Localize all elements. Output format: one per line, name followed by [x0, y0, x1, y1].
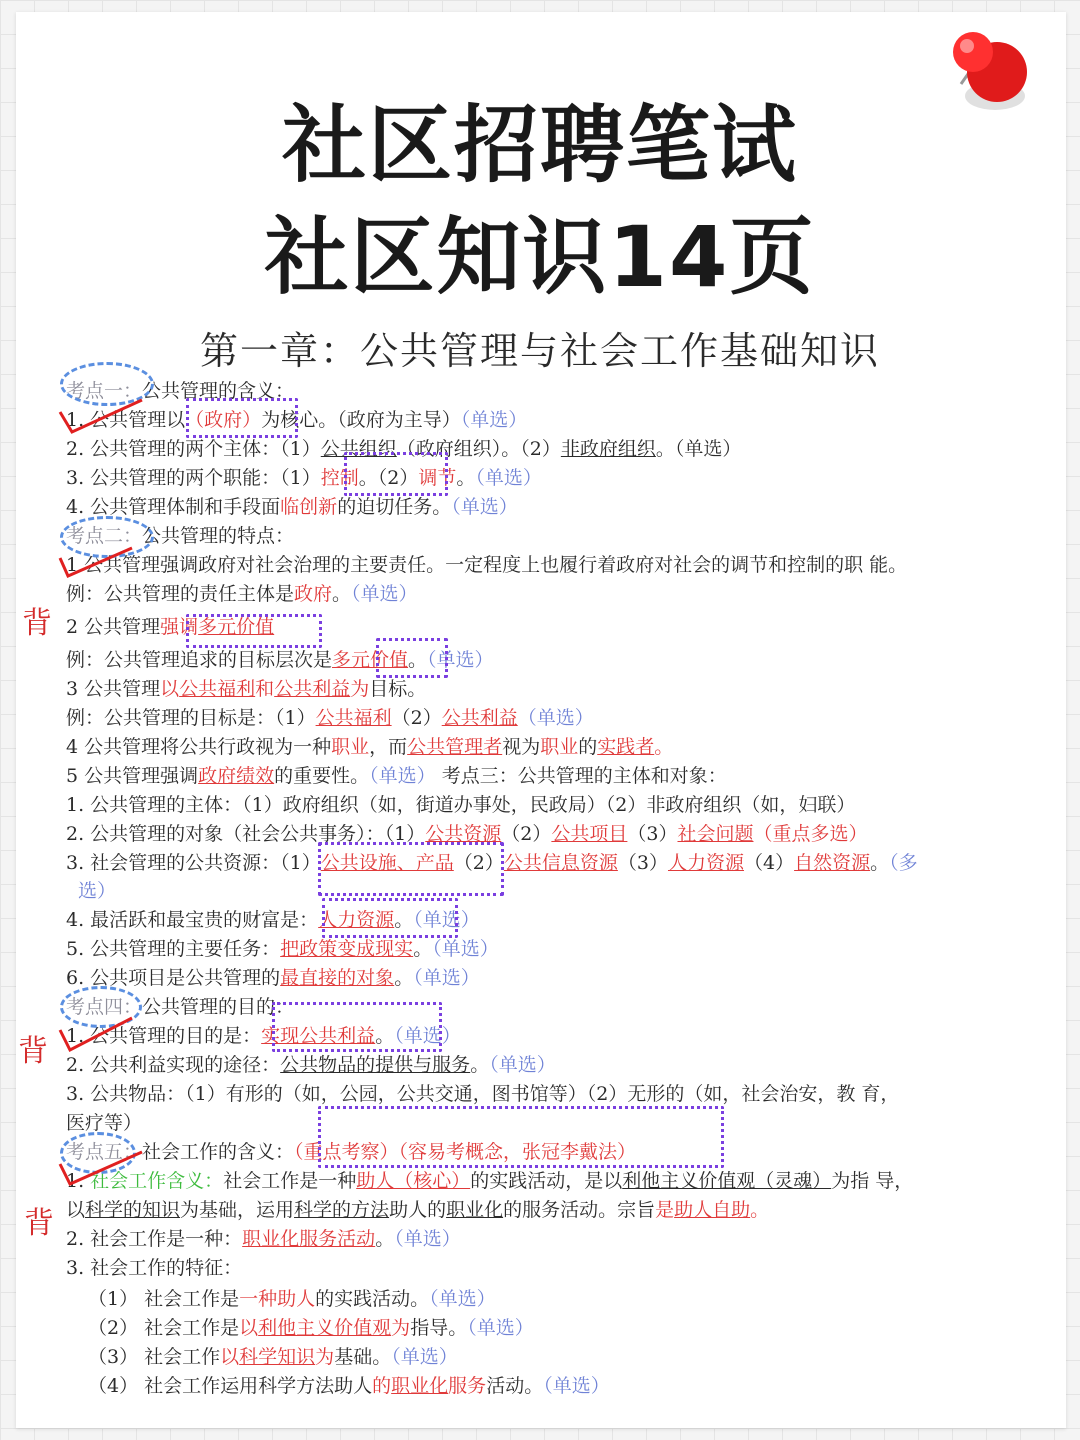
- note-text: 公共项目: [551, 823, 628, 845]
- note-text: （单选）: [451, 496, 518, 518]
- note-text: 基础。: [334, 1346, 392, 1368]
- note-line: [66, 763, 727, 789]
- note-text: （单选）: [489, 1054, 556, 1076]
- note-text: 。（单选）: [655, 438, 742, 460]
- note-text: 2. 社会工作是一种：: [66, 1228, 243, 1250]
- note-text: 2. 公共利益实现的途径：: [66, 1054, 281, 1076]
- note-text: 为: [350, 678, 370, 700]
- note-text: 服务: [448, 1375, 487, 1397]
- note-text: 。: [456, 467, 476, 489]
- note-text: 的: [578, 736, 598, 758]
- note-text: 把政策变成现实: [280, 938, 414, 960]
- note-text: 指导。: [410, 1317, 468, 1339]
- note-text: 1 公共管理强调政府对社会治理的主要责任。一定程度上也履行着政府对社会的调节和控制的职 能。: [66, 554, 908, 576]
- note-line: [78, 878, 116, 904]
- note-line: [88, 1373, 610, 1399]
- note-text: （2）: [391, 707, 442, 729]
- note-text: 3 公共管理: [66, 678, 161, 700]
- note-text: 4. 公共管理体制和手段面: [66, 496, 281, 518]
- note-text: 为: [391, 1317, 411, 1339]
- note-text: 5 公共管理强调: [66, 765, 199, 787]
- note-text: 助人自助: [674, 1199, 751, 1221]
- note-line: [66, 734, 673, 760]
- note-line: [66, 965, 480, 991]
- note-text: 利他主义价值观: [258, 1317, 392, 1339]
- note-text: 为: [315, 1346, 335, 1368]
- note-text: （政府）: [185, 409, 262, 431]
- note-text: 科学的方法: [294, 1199, 390, 1221]
- note-text: 选）: [78, 880, 117, 902]
- note-text: 为基础，运用: [180, 1199, 295, 1221]
- note-text: 1.: [66, 1170, 91, 1192]
- note-line: [66, 936, 499, 962]
- note-text: 3. 社会管理的公共资源：（1）: [66, 852, 321, 874]
- note-text: 。: [654, 736, 674, 758]
- note-text: 。: [375, 1025, 395, 1047]
- note-text: 社会工作含义：: [90, 1170, 224, 1192]
- note-text: 3. 社会工作的特征：: [66, 1257, 243, 1279]
- note-text: 1. 公共管理的主体：（1）政府组织（如，街道办事处，民政局）（2）非政府组织（如，妇联）: [66, 794, 856, 816]
- note-text: 。: [470, 1054, 490, 1076]
- note-text: 政府绩效: [198, 765, 275, 787]
- note-text: 是: [655, 1199, 675, 1221]
- note-text: 5. 公共管理的主要任务：: [66, 938, 281, 960]
- note-line: [66, 1081, 899, 1107]
- highlight-box: [186, 398, 298, 438]
- note-text: 以: [66, 1199, 86, 1221]
- note-line: [66, 1255, 242, 1281]
- note-text: 。: [413, 938, 433, 960]
- note-text: 的服务活动。宗旨: [503, 1199, 656, 1221]
- note-text: 4 公共管理将公共行政视为一种: [66, 736, 332, 758]
- note-text: 职业: [540, 736, 579, 758]
- note-text: （单选）: [427, 649, 494, 671]
- handwritten-bei-mark: 背: [18, 1034, 48, 1069]
- note-line: [88, 1315, 534, 1341]
- note-text: 控制: [320, 467, 359, 489]
- note-text: （4）: [744, 852, 795, 874]
- title-line-1: 社区招聘笔试: [0, 78, 1080, 199]
- note-text: 的重要性。: [274, 765, 370, 787]
- note-text: （单选）: [413, 909, 480, 931]
- handwritten-bei-mark: 背: [24, 1206, 54, 1241]
- note-text: 调节: [418, 467, 457, 489]
- note-text: 公共资源: [425, 823, 502, 845]
- note-text: 公共物品的提供与服务: [280, 1054, 471, 1076]
- note-text: 多元价值: [198, 616, 275, 638]
- note-text: （重点多选）: [753, 823, 868, 845]
- chapter-title: 第一章：公共管理与社会工作基础知识: [199, 329, 880, 373]
- note-text: 人力资源: [667, 852, 744, 874]
- note-text: 公共利益: [441, 707, 518, 729]
- note-text: 助人（核心）: [356, 1170, 471, 1192]
- note-line: [66, 1226, 461, 1252]
- note-text: 例：公共管理追求的目标层次是: [66, 649, 333, 671]
- highlight-box: [318, 1106, 724, 1168]
- note-text: （3）: [617, 852, 668, 874]
- note-text: 自然资源: [794, 852, 871, 874]
- note-text: 多元价值: [332, 649, 409, 671]
- highlight-box: [376, 638, 448, 678]
- note-text: （2） 社会工作是: [88, 1317, 240, 1339]
- note-text: 公共组织: [320, 438, 397, 460]
- note-text: （单选）: [467, 1317, 534, 1339]
- check-mark-icon: [56, 1016, 136, 1056]
- note-text: 强调: [160, 616, 199, 638]
- note-text: 。: [750, 1199, 770, 1221]
- note-text: 以: [160, 678, 180, 700]
- note-text: 人力资源: [318, 909, 395, 931]
- note-text: 实践者: [597, 736, 655, 758]
- note-text: 公共信息资源: [503, 852, 618, 874]
- note-text: 科学的知识: [85, 1199, 181, 1221]
- note-text: 。: [408, 649, 428, 671]
- note-text: 公共管理者: [407, 736, 503, 758]
- note-text: （重点考察）（容易考概念，张冠李戴法）: [294, 1141, 637, 1163]
- note-line: [66, 465, 542, 491]
- note-text: （单选）: [391, 1346, 458, 1368]
- highlight-box: [186, 614, 322, 648]
- note-text: （单选）: [351, 583, 418, 605]
- note-text: （单选）: [413, 967, 480, 989]
- note-text: 公共利益: [274, 678, 351, 700]
- note-text: 考点一：: [66, 380, 143, 402]
- note-text: 公共福利: [315, 707, 392, 729]
- note-line: [66, 494, 518, 520]
- note-text: （单选）: [394, 1228, 461, 1250]
- note-text: 非政府组织: [560, 438, 656, 460]
- note-text: （单选）: [369, 765, 436, 787]
- note-text: 考点二：: [66, 525, 143, 547]
- note-text: 1. 公共管理的目的是：: [66, 1025, 262, 1047]
- note-text: 2. 公共管理的对象（社会公共事务）：（1）: [66, 823, 426, 845]
- note-line: [66, 792, 855, 818]
- note-text: （2）: [501, 823, 552, 845]
- note-text: 利他主义价值观（灵魂）: [622, 1170, 832, 1192]
- note-text: 。: [394, 909, 414, 931]
- note-text: 职业: [331, 736, 370, 758]
- note-text: 临创新: [280, 496, 338, 518]
- note-text: （3）: [627, 823, 678, 845]
- note-text: （单选）: [475, 467, 542, 489]
- highlight-box: [318, 842, 504, 896]
- note-text: 6. 公共项目是公共管理的: [66, 967, 281, 989]
- note-text: 医疗等）: [66, 1112, 143, 1134]
- note-text: 公共管理的特点：: [142, 525, 295, 547]
- note-text: 考点四：: [66, 996, 143, 1018]
- note-text: 的: [372, 1375, 392, 1397]
- handwritten-bei-mark: 背: [22, 606, 52, 641]
- highlight-box: [272, 1002, 442, 1052]
- note-text: 社会问题: [677, 823, 754, 845]
- check-mark-icon: [56, 398, 146, 438]
- note-text: （单选）: [429, 1288, 496, 1310]
- note-line: [66, 1197, 769, 1223]
- highlight-box: [322, 898, 458, 938]
- note-text: 4. 最活跃和最宝贵的财富是：: [66, 909, 319, 931]
- note-text: （2）: [453, 852, 504, 874]
- note-text: 职业化服务活动: [242, 1228, 376, 1250]
- note-text: 以: [220, 1346, 240, 1368]
- note-text: 例：公共管理的目标是：（1）: [66, 707, 316, 729]
- note-text: 3. 公共物品：（1）有形的（如，公园，公共交通，图书馆等）（2）无形的（如，社会治安，教 育，: [66, 1083, 900, 1105]
- note-text: 为核心。（政府为主导）: [261, 409, 461, 431]
- note-text: 一种助人: [239, 1288, 316, 1310]
- note-text: （单选）: [394, 1025, 461, 1047]
- note-text: 最直接的对象: [280, 967, 395, 989]
- note-text: 2 公共管理: [66, 616, 161, 638]
- note-text: （4） 社会工作运用科学方法助人: [88, 1375, 373, 1397]
- note-text: ，而: [369, 736, 408, 758]
- note-line: [66, 1168, 913, 1194]
- note-text: 2. 公共管理的两个主体：（1）: [66, 438, 321, 460]
- note-text: 例：公共管理的责任主体是: [66, 583, 295, 605]
- check-mark-icon: [56, 546, 136, 580]
- note-text: 职业化: [446, 1199, 504, 1221]
- note-line: [88, 1344, 458, 1370]
- note-text: 的实践活动，是以: [470, 1170, 623, 1192]
- note-line: [88, 1286, 496, 1312]
- note-text: （单选）: [432, 938, 499, 960]
- note-text: 和: [255, 678, 275, 700]
- note-line: [66, 705, 594, 731]
- note-text: 助人的: [389, 1199, 447, 1221]
- note-text: 活动。: [486, 1375, 544, 1397]
- highlight-box: [344, 452, 448, 496]
- note-text: 目标。: [369, 678, 427, 700]
- note-text: 1. 公共管理以: [66, 409, 186, 431]
- note-text: 的实践活动。: [315, 1288, 430, 1310]
- note-text: （1） 社会工作是: [88, 1288, 240, 1310]
- note-text: 的迫切任务。: [337, 496, 452, 518]
- note-line: [66, 552, 907, 578]
- note-text: 公共管理的含义：: [142, 380, 295, 402]
- note-text: （3） 社会工作: [88, 1346, 221, 1368]
- note-text: 社会工作是一种: [223, 1170, 357, 1192]
- note-text: 。: [870, 852, 890, 874]
- note-text: 公共设施、产品: [320, 852, 454, 874]
- note-text: 社会工作的含义：: [142, 1141, 295, 1163]
- note-text: 考点五：: [66, 1141, 143, 1163]
- note-text: 视为: [502, 736, 541, 758]
- note-text: （单选）: [543, 1375, 610, 1397]
- note-line: [66, 581, 418, 607]
- note-text: 考点三：公共管理的主体和对象：: [435, 765, 727, 787]
- note-text: 实现公共利益: [261, 1025, 376, 1047]
- note-text: 公共管理的目的：: [142, 996, 295, 1018]
- title-line-2: 社区知识14页: [0, 190, 1080, 311]
- note-line: [66, 676, 426, 702]
- note-text: 。: [332, 583, 352, 605]
- check-mark-icon: [56, 1150, 146, 1190]
- note-text: 科学知识: [239, 1346, 316, 1368]
- note-text: 为指 导，: [831, 1170, 914, 1192]
- note-text: 。（2）: [358, 467, 419, 489]
- note-text: （单选）: [517, 707, 594, 729]
- note-text: 。: [394, 967, 414, 989]
- note-text: 公共福利: [179, 678, 256, 700]
- note-text: 3. 公共管理的两个职能：（1）: [66, 467, 321, 489]
- note-text: 以: [239, 1317, 259, 1339]
- note-text: 政府: [294, 583, 333, 605]
- note-line: [66, 1052, 556, 1078]
- note-text: （政府组织）。（2）: [396, 438, 561, 460]
- note-text: （单选）: [460, 409, 528, 431]
- note-text: （多: [889, 852, 918, 874]
- note-text: 职业化: [391, 1375, 449, 1397]
- note-text: 。: [375, 1228, 395, 1250]
